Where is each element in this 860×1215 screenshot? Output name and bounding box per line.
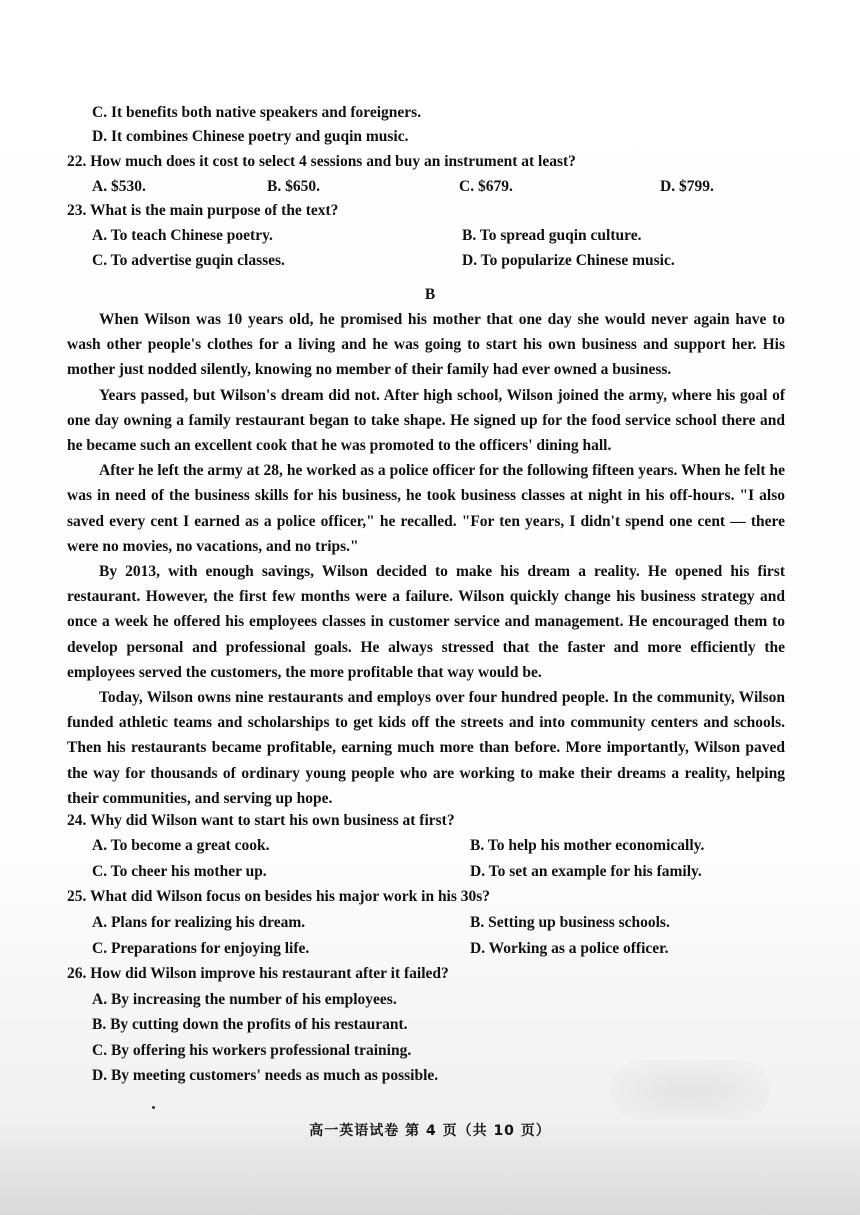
q23-stem: 23. What is the main purpose of the text? xyxy=(67,202,339,219)
q25-option-c: C. Preparations for enjoying life. xyxy=(92,940,310,957)
q24-option-d: D. To set an example for his family. xyxy=(470,863,702,880)
q21-option-d: D. It combines Chinese poetry and guqin music. xyxy=(92,128,409,145)
page-footer: 高一英语试卷 第 4 页（共 10 页） xyxy=(309,1123,551,1139)
passage-paragraph-2: Years passed, but Wilson's dream did not. After high school, Wilson joined the army, where his goal of one day owning a family restaurant began to take shape. He signed up for the food service school there and he became such an excellent cook that he was promoted to the officers' dining hall. xyxy=(67,386,785,455)
q23-option-c: C. To advertise guqin classes. xyxy=(92,252,285,269)
q26-option-b: B. By cutting down the profits of his restaurant. xyxy=(92,1016,408,1033)
q21-option-c: C. It benefits both native speakers and foreigners. xyxy=(92,104,422,121)
q22-option-d: D. $799. xyxy=(660,178,714,195)
q23-option-d: D. To popularize Chinese music. xyxy=(462,252,675,269)
q22-option-b: B. $650. xyxy=(267,178,320,195)
q26-option-a: A. By increasing the number of his employees. xyxy=(92,991,397,1008)
stray-mark xyxy=(152,1106,155,1109)
passage-paragraph-4: By 2013, with enough savings, Wilson decided to make his dream a reality. He opened his first restaurant. However, the first few months were a failure. Wilson quickly change his business strategy and once a week he offered his employees classes in customer service and management. He encouraged them to develop personal and professional goals. He always stressed that the faster and more efficiently the employees served the customers, the more profitable that way would be. xyxy=(67,563,785,681)
passage-paragraph-3: After he left the army at 28, he worked as a police officer for the following fifteen years. When he felt he was in need of the business skills for his business, he took business classes at night in his off-hours. "I also saved every cent I earned as a police officer," he recalled. "For ten years, I didn't spend one cent — there were no movies, no vacations, and no trips." xyxy=(67,462,785,555)
passage-paragraph-5: Today, Wilson owns nine restaurants and employs over four hundred people. In the community, Wilson funded athletic teams and scholarships to get kids off the streets and into community centers and schools. Then his restaurants became profitable, earning much more than before. More importantly, Wilson paved the way for thousands of ordinary young people who are working to make their dreams a reality, helping their communities, and serving up hope. xyxy=(67,689,785,807)
q22-option-c: C. $679. xyxy=(459,178,513,195)
q26-stem: 26. How did Wilson improve his restaurant after it failed? xyxy=(67,965,449,982)
q26-option-d: D. By meeting customers' needs as much as possible. xyxy=(92,1067,439,1084)
q24-option-b: B. To help his mother economically. xyxy=(470,837,705,854)
faded-watermark xyxy=(610,1060,770,1120)
q25-option-a: A. Plans for realizing his dream. xyxy=(92,914,306,931)
section-heading: B xyxy=(424,286,436,303)
q25-option-d: D. Working as a police officer. xyxy=(470,940,669,957)
q22-option-a: A. $530. xyxy=(92,178,146,195)
q26-option-c: C. By offering his workers professional training. xyxy=(92,1042,412,1059)
q24-stem: 24. Why did Wilson want to start his own business at first? xyxy=(67,812,455,829)
q22-stem: 22. How much does it cost to select 4 sessions and buy an instrument at least? xyxy=(67,153,576,170)
q24-option-a: A. To become a great cook. xyxy=(92,837,270,854)
passage xyxy=(67,307,785,811)
q25-stem: 25. What did Wilson focus on besides his major work in his 30s? xyxy=(67,888,491,905)
q25-option-b: B. Setting up business schools. xyxy=(470,914,670,931)
q23-option-b: B. To spread guqin culture. xyxy=(462,227,642,244)
q23-option-a: A. To teach Chinese poetry. xyxy=(92,227,273,244)
q24-option-c: C. To cheer his mother up. xyxy=(92,863,267,880)
passage-paragraph-1: When Wilson was 10 years old, he promised his mother that one day she would never again have to wash other people's clothes for a living and he was going to start his own business and support her. His mother just nodded silently, knowing no member of their family had ever owned a business. xyxy=(67,311,785,379)
